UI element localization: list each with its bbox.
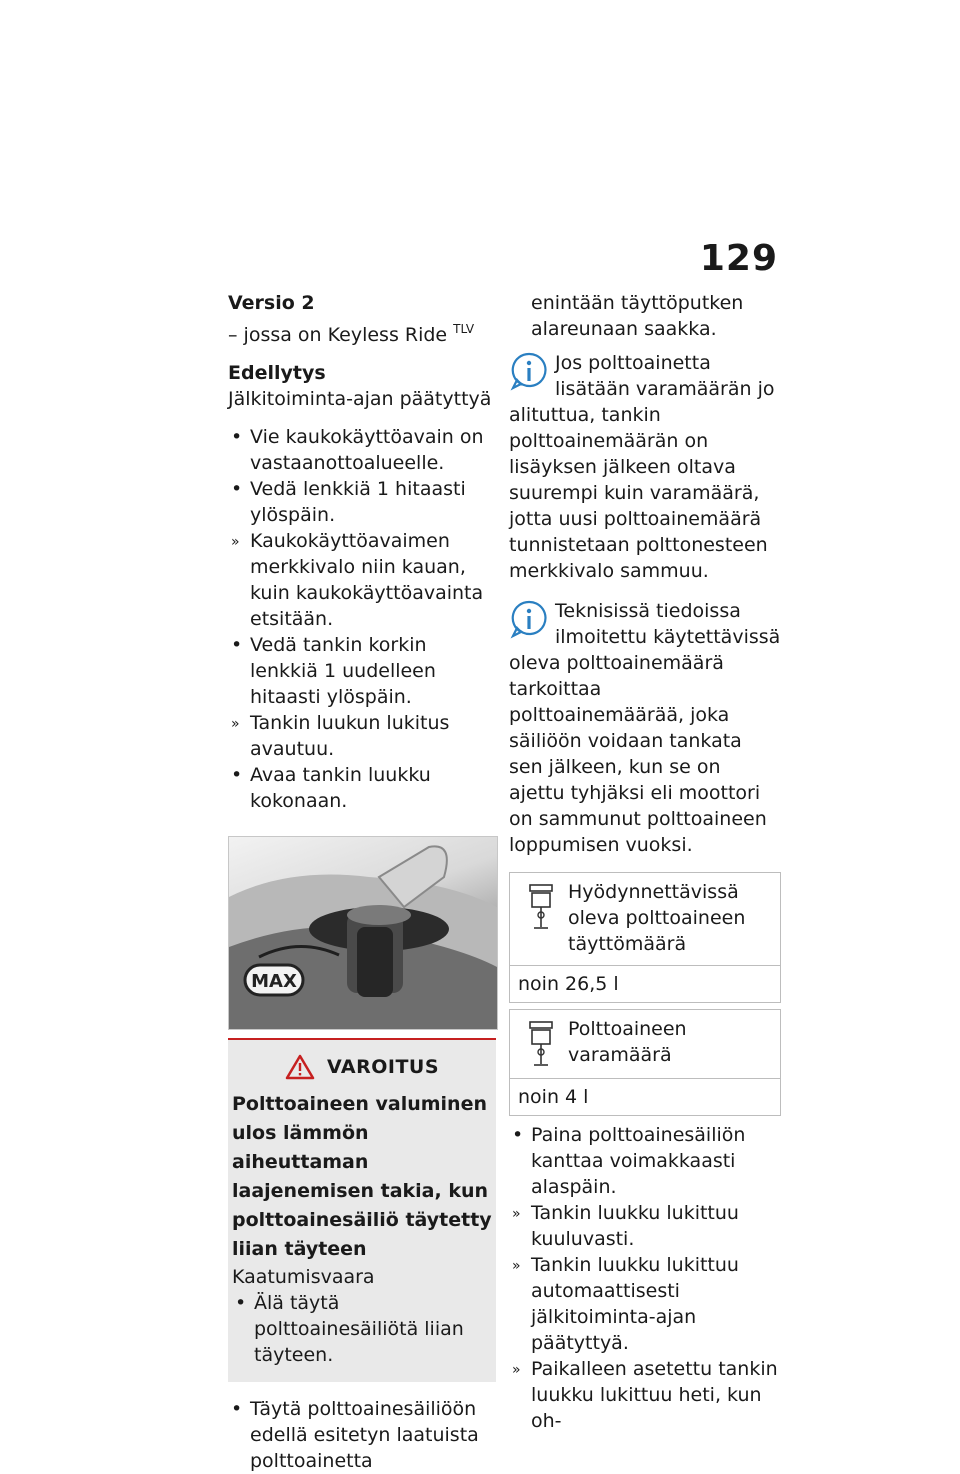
list-item-result: » Paikalleen asetettu tankin luukku lukittuu heti, kun oh- bbox=[512, 1358, 778, 1432]
left-column bbox=[228, 290, 496, 1474]
bullet-marker: • bbox=[231, 426, 243, 448]
step-list bbox=[509, 1122, 781, 1434]
variant-note: – jossa on Keyless Ride $^{TLV}$ bbox=[228, 322, 475, 346]
section-heading: Versio 2 bbox=[228, 292, 315, 314]
table-header: Hyödynnettävissä oleva polttoaineen täyttömäärä bbox=[510, 873, 780, 966]
bullet-marker: • bbox=[231, 478, 243, 500]
warning-box bbox=[228, 1038, 496, 1382]
list-item-result: » Tankin luukku lukittuu kuuluvasti. bbox=[512, 1202, 739, 1250]
fuel-tank-illustration bbox=[229, 837, 497, 1029]
info-note bbox=[509, 350, 781, 584]
warning-title: VAROITUS bbox=[326, 1056, 440, 1078]
list-item: • Vedä lenkkiä 1 hitaasti ylöspäin. bbox=[231, 478, 466, 526]
fuel-tank-icon bbox=[524, 881, 558, 933]
fuel-reserve-table bbox=[509, 1009, 781, 1116]
result-marker: » bbox=[512, 1258, 521, 1274]
info-icon bbox=[509, 598, 549, 640]
list-item-result: » Kaukokäyttöavaimen merkkivalo niin kauan, kuin kaukokäyttöavainta etsitään. bbox=[231, 530, 484, 630]
info-text: Jos polttoainetta lisätään varamäärän jo alituttua, tankin polttoainemäärän on lisäyksen jälkeen oltava suurempi kuin varamäärä, jotta uusi polttoainemäärä tunnistetaan polttonesteen merkkivalo sammuu. bbox=[509, 352, 775, 582]
list-item: • Avaa tankin luukku kokonaan. bbox=[231, 764, 431, 812]
fuel-capacity-table bbox=[509, 872, 781, 1003]
continued-step: enintään täyttöputken alareunaan saakka. bbox=[531, 292, 744, 340]
list-item-result: » Tankin luukun lukitus avautuu. bbox=[231, 712, 450, 760]
result-marker: » bbox=[512, 1362, 521, 1378]
bullet-marker: • bbox=[231, 764, 243, 786]
prereq-text: Jälkitoiminta-ajan päätyttyä bbox=[228, 388, 492, 410]
result-marker: » bbox=[512, 1206, 521, 1222]
fuel-tank-icon bbox=[524, 1018, 558, 1070]
step-list bbox=[228, 424, 496, 814]
warning-description: Polttoaineen valuminen ulos lämmön aiheuttaman laajenemisen takia, kun polttoainesäiliö täytetty liian täyteen bbox=[232, 1093, 492, 1260]
table-value: noin 4 l bbox=[518, 1086, 589, 1108]
list-item: • Vie kaukokäyttöavain on vastaanottoalueelle. bbox=[231, 426, 484, 474]
bullet-marker: • bbox=[231, 1398, 243, 1420]
info-text: Teknisissä tiedoissa ilmoitettu käytettävissä oleva polttoainemäärä tarkoittaa polttoainemäärää, joka säiliöön voidaan tankata sen jälkeen, kun se on ajettu tyhjäksi eli moottori on sammunut polttoaineen loppumisen vuoksi. bbox=[509, 600, 781, 856]
table-value: noin 26,5 l bbox=[518, 973, 619, 995]
right-column bbox=[509, 290, 781, 1434]
list-item: • Vedä tankin korkin lenkkiä 1 uudelleen hitaasti ylöspäin. bbox=[231, 634, 436, 708]
result-marker: » bbox=[231, 534, 240, 550]
table-header: Polttoaineen varamäärä bbox=[510, 1010, 780, 1079]
fuel-filler-figure bbox=[228, 836, 498, 1030]
bullet-marker: • bbox=[231, 634, 243, 656]
warning-step: • Älä täytä polttoainesäiliötä liian täyteen. bbox=[235, 1292, 464, 1366]
list-item-result: » Tankin luukku lukittuu automaattisesti jälkitoiminta-ajan päätyttyä. bbox=[512, 1254, 739, 1354]
warning-hazard: Kaatumisvaara bbox=[232, 1266, 375, 1288]
max-mark-label: MAX bbox=[251, 971, 297, 992]
prereq-heading: Edellytys bbox=[228, 362, 326, 384]
warning-triangle-icon bbox=[285, 1054, 315, 1080]
list-item: • Paina polttoainesäiliön kanttaa voimakkaasti alaspäin. bbox=[512, 1124, 746, 1198]
page-number: 129 bbox=[699, 238, 778, 279]
info-note bbox=[509, 598, 781, 858]
result-marker: » bbox=[231, 716, 240, 732]
info-icon bbox=[509, 350, 549, 392]
bullet-marker: • bbox=[235, 1292, 247, 1314]
list-item: • Täytä polttoainesäiliöön edellä esitetyn laatuista polttoainetta bbox=[231, 1398, 479, 1472]
bullet-marker: • bbox=[512, 1124, 524, 1146]
variant-sup: TLV bbox=[453, 322, 475, 336]
